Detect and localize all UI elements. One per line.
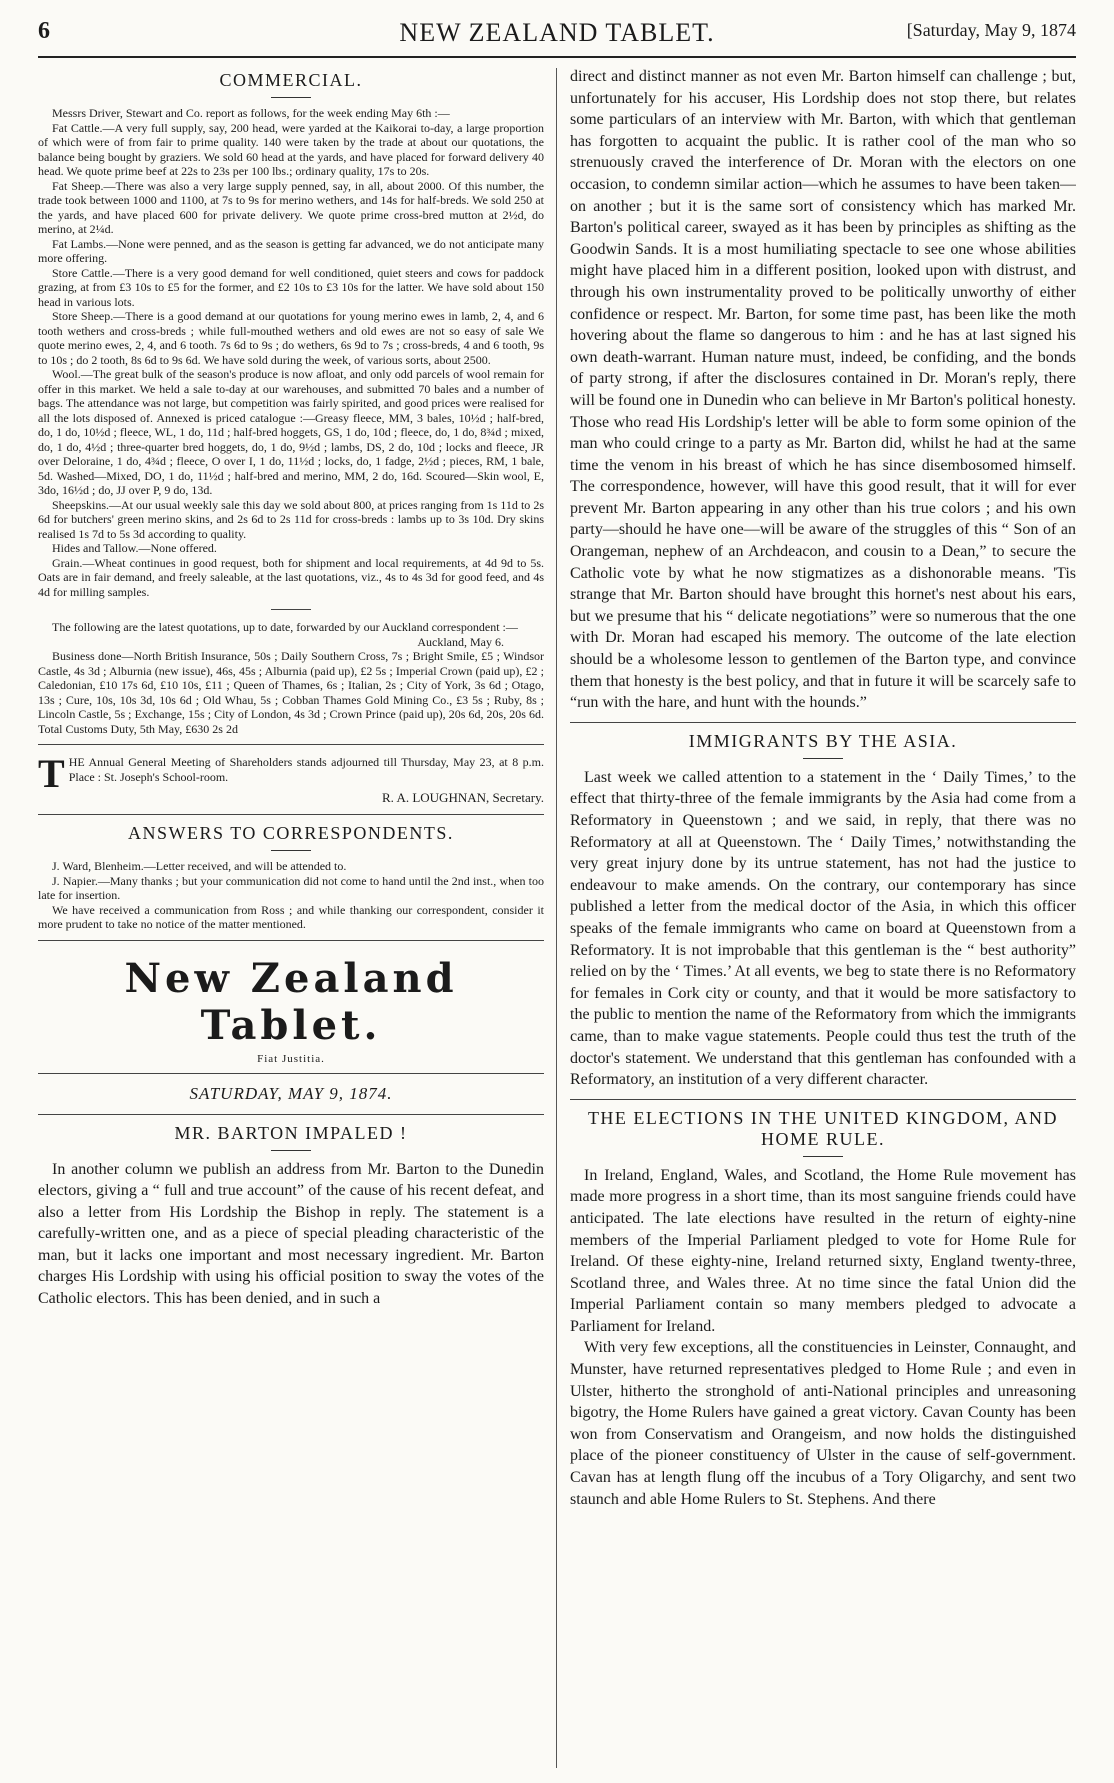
notice-text: HE Annual General Meeting of Shareholders stands adjourned till Thursday, May 23, at 8 p.m. Place : St. Joseph's School-room. [68, 755, 544, 784]
title-rule [271, 850, 311, 851]
meeting-notice [38, 751, 544, 796]
barton-title: MR. BARTON IMPALED ! [174, 1122, 408, 1143]
commercial-paragraph: Wool.—The great bulk of the season's produce is now afloat, and only odd parcels of wool remain for offer in this market. We held a sale to-day at our warehouses, and submitted 70 bales and a number of bags. The attendance was not large, but competition was fairly spirited, and good prices were realised for all the lots disposed of. Annexed is priced catalogue :—Greasy fleece, MM, 3 bales, 10½d ; half-bred, do, 1 do, 10½d ; fleece, WL, 1 do, 11d ; half-bred hoggets, GS, 1 do, 10d ; fleece, do, 1 do, 8¾d ; mixed, do, 1 do, 4½d ; three-quarter bred hoggets, do, 1 do, 9½d ; lambs, DS, 2 do, 10d ; locks and fleece, JR over Deloraine, 1 do, 4¾d ; fleece, O over I, 1 do, 11½d ; locks, do, 1 fadge, 2½d ; pieces, RM, 1 bale, 5d. Washed—Mixed, DO, 1 do, 11½d ; half-bred and merino, MM, 2 do, 16d. Scoured—Skin wool, E, 3do, 16½d ; do, JJ over P, 9 do, 13d. [38, 367, 544, 497]
title-rule [271, 1150, 311, 1151]
section-rule [570, 1099, 1076, 1100]
barton-paragraph: direct and distinct manner as not even Mr. Barton himself can challenge ; but, unfortunately for his accuser, His Lordship does not stop there, but relates some particulars of an interview with Mr. Barton, with which that gentleman has forgotten to acquaint the public. It is rather cool of the man who so strenuously craved the interference of Dr. Moran with the electors on one occasion, to condemn similar action—which he assumes to have been taken—on another ; but it is the same sort of consistency which has marked Mr. Barton's political career, swayed as it has been by principles as shifting as the Goodwin Sands. It is a most humiliating spectacle to see one whose abilities might have placed him in a different position, looked upon with distrust, and through his own instrumentality proved to be politically unworthy of either confidence or respect. Mr. Barton, for some time past, has been like the moth hovering about the flame so dangerous to him : and he has at last signed his own death-warrant. Human nature must, indeed, be confiding, and the bonds of party strong, if after the disclosures contained in Dr. Moran's reply, there will be found one in Dunedin who can believe in Mr Barton's political honesty. Those who read His Lordship's letter will be able to form some opinion of the man who could cringe to a party as Mr. Barton did, whilst he had at the same time the venom in his breast of which he has since disembosomed himself. The correspondence, however, will have this good result, that it will for ever prevent Mr. Barton appearing in any other than his true colors ; and his own party—should he have one—will be aware of the struggles of this “ Son of an Orangeman, nephew of an Archdeacon, and cousin to a Dean,” to secure the Catholic vote by what he now stigmatizes as a dishonorable means. 'Tis strange that Mr. Barton should have brought this hornet's nest about his ears, but we presume that his “ delicate negotiations” were so numerous that the one with Dr. Moran had escaped his memory. The outcome of the late election should be a wholesome lesson to gentlemen of the Barton type, and convince them that honesty is the best policy, and that in future it will be scarcely safe to “run with the hare, and hunt with the hounds.” [570, 68, 1076, 712]
barton-article-continued [570, 66, 1076, 714]
title-rule [271, 97, 311, 98]
notice-signature: R. A. LOUGHNAN, Secretary. [382, 790, 544, 805]
auckland-body: Business done—North British Insurance, 50s ; Daily Southern Cross, 7s ; Bright Smile, £5 ; Windsor Castle, 4s 3d ; Alburnia (new issue), 46s, 45s ; Alburnia (paid up), £2 5s ; Imperial Crown (paid up), £2 ; Caledonian, £10 17s 6d, £10 10s, £11 ; Queen of Thames, 6s ; Italian, 2s ; City of York, 3s 6d ; Otago, 13s ; Cure, 10s, 10s 3d, 10s 6d ; Old Whau, 5s ; Cobban Thames Gold Mining Co., £3 5s ; Ruby, 8s ; Lincoln Castle, 5s ; Exchange, 15s ; City of London, 4s 3d ; Crown Prince (paid up), 20s 6d, 20s, 20s 6d. Total Customs Duty, 5th May, £630 2s 2d [38, 649, 544, 736]
title-rule [803, 758, 843, 759]
barton-paragraph: In another column we publish an address from Mr. Barton to the Dunedin electors, giving a “ full and true account” of the cause of his recent defeat, and also a letter from His Lordship the Bishop in reply. The statement is a carefully-written one, and as a piece of special pleading characteristic of the man, but it lacks one important and most necessary ingredient. Mr. Barton charges His Lordship with using his official position to sway the votes of the Catholic electors. This has been denied, and in such a [38, 1160, 544, 1308]
masthead-title: New Zealand Tablet. [124, 954, 458, 1049]
commercial-paragraph: Fat Lambs.—None were penned, and as the season is getting far advanced, we do not anticipate many more offering. [38, 236, 544, 265]
commercial-paragraph: Grain.—Wheat continues in good request, both for shipment and local requirements, at 4d 9d to 5s. Oats are in fair demand, and freely saleable, at the last quotations, viz., 4s to 4s 3d for good feed, and 4s 4d for milling samples. [38, 555, 544, 599]
auckland-intro: The following are the latest quotations, up to date, forwarded by our Auckland correspondent :— [52, 620, 518, 634]
elections-paragraph: In Ireland, England, Wales, and Scotland, the Home Rule movement has made more progress in a short time, than its most sanguine friends could have anticipated. The late elections have resulted in the return of eighty-nine members of the Imperial Parliament pledged to vote for Home Rule for Ireland. Of these eighty-nine, Ireland returned sixty, England twenty-three, Scotland three, and Wales three. At no time since the fatal Union did the Imperial Parliament contain so many members pledged to advocate a Parliament for Ireland. [570, 1166, 1076, 1335]
auckland-quotations [38, 620, 544, 736]
barton-article-start [38, 1159, 544, 1310]
commercial-report [38, 106, 544, 599]
commercial-paragraph: Store Sheep.—There is a good demand at our quotations for young merino ewes in lamb, 2, 4, and 6 tooth wethers and cross-breds ; while full-mouthed wethers and old ewes are not so easy of sale We quote merino ewes, 2, 4, and 6 tooth. 7s 6d to 9s ; do wethers, 6s 9d to 7s ; cross-breds, 4 and 6 tooth, 9s to 10s ; do 2 tooth, 8s 6d to 9s 6d. We have sold during the week, of various sorts, about 2500. [38, 309, 544, 367]
newspaper-title: NEW ZEALAND TABLET. [399, 18, 715, 47]
commercial-paragraph: Fat Sheep.—There was also a very large supply penned, say, in all, about 2000. Of this number, the trade took between 1000 and 1100, at 7s to 9s for merino wethers, and 14s for half-breds. We sold 250 at the yards, and have placed 600 for private delivery. We quote prime cross-bred mutton at 2½d, do merino, at 2¼d. [38, 178, 544, 236]
short-divider [271, 609, 311, 610]
answers-list [38, 859, 544, 932]
commercial-title: COMMERCIAL. [219, 70, 363, 90]
auckland-dateline: Auckland, May 6. [417, 634, 504, 649]
notice-dropcap: T [38, 751, 65, 796]
answer-item: J. Ward, Blenheim.—Letter received, and will be attended to. [52, 859, 347, 873]
header-date: [Saturday, May 9, 1874 [906, 20, 1076, 40]
section-rule [38, 940, 544, 941]
commercial-paragraph: Fat Cattle.—A very full supply, say, 200 head, were yarded at the Kaikorai to-day, a large proportion of which were of from fair to prime quality. 140 were taken by the trade at about our quotations, the balance being bought by graziers. We sold 60 head at the yards, and have placed for forward delivery 40 head. We quote prime beef at 22s to 23s per 100 lbs.; ordinary quality, 17s to 20s. [38, 120, 544, 178]
column-divider [556, 68, 557, 1768]
right-column [570, 66, 1076, 1771]
answer-item: J. Napier.—Many thanks ; but your communication did not come to hand until the 2nd inst., when too late for insertion. [38, 873, 544, 902]
title-rule [803, 1156, 843, 1157]
section-rule [570, 722, 1076, 723]
immigrants-article [570, 767, 1076, 1091]
left-column [38, 66, 544, 1771]
elections-article [570, 1165, 1076, 1511]
answers-title: ANSWERS TO CORRESPONDENTS. [128, 823, 454, 843]
immigrants-title: IMMIGRANTS BY THE ASIA. [688, 730, 958, 751]
page-header [38, 18, 1076, 50]
elections-title: THE ELECTIONS IN THE UNITED KINGDOM, AND HOME RULE. [587, 1107, 1059, 1149]
masthead-motto: Fiat Justitia. [257, 1052, 325, 1065]
commercial-paragraph: Messrs Driver, Stewart and Co. report as follows, for the week ending May 6th :— [52, 106, 450, 120]
commercial-paragraph: Hides and Tallow.—None offered. [52, 541, 217, 555]
immigrants-paragraph: Last week we called attention to a statement in the ‘ Daily Times,’ to the effect that thirty-three of the female immigrants by the Asia had come from a Reformatory in Queenstown ; and we said, in reply, that there was no Reformatory at all at Queenstown. The ‘ Daily Times,’ notwithstanding the very great injury done by its untrue statement, has not had the justice to endeavour to make amends. On the contrary, our contemporary has since published a letter from the medical doctor of the Asia, in which this officer speaks of the female immigrants who came on board at Queenstown from a Reformatory. It is not improbable that this gentleman is the “ best authority” relied on by the ‘ Times.’ At all events, we beg to state there is no Reformatory for females in Cork city or county, and that it would be more satisfactory to the public to mention the name of the Reformatory from which the immigrants came, than to make vague statements. People could thus test the truth of the doctor's statement. We understand that this gentleman has confounded with a Reformatory, an institution of a very different character. [570, 768, 1076, 1089]
answer-item: We have received a communication from Ross ; and while thanking our correspondent, consider it more prudent to take no notice of the matter mentioned. [38, 902, 544, 931]
commercial-paragraph: Sheepskins.—At our usual weekly sale this day we sold about 800, at prices ranging from 1s 11d to 2s 6d for butchers' green merino skins, and 2s 6d to 2s 11d for cross-breds : lambs up to 3s 10d. Dry skins realised 1s 7d to 5s 3d according to quality. [38, 497, 544, 541]
elections-paragraph: With very few exceptions, all the constituencies in Leinster, Connaught, and Munster, have returned representatives pledged to Home Rule ; and even in Ulster, hitherto the stronghold of anti-National principles and unreasoning bigotry, the Home Rulers have gained a great victory. Cavan County has been won from Conservatism and Orangeism, and now holds the distinguished place of the pioneer constituency of Ulster in the cause of self-government. Cavan has at length flung off the incubus of a Tory Oligarchy, and sent two staunch and able Home Rulers to St. Stephens. And there [570, 1339, 1076, 1508]
header-rule [38, 56, 1076, 58]
page-number: 6 [38, 18, 50, 44]
section-rule [38, 1073, 544, 1074]
issue-date: SATURDAY, MAY 9, 1874. [189, 1083, 393, 1103]
section-rule [38, 744, 544, 745]
section-rule [38, 1114, 544, 1115]
section-rule [38, 814, 544, 815]
commercial-paragraph: Store Cattle.—There is a very good demand for well conditioned, quiet steers and cows for paddock grazing, at from £3 10s to £5 for the former, and £2 10s to £3 10s for the latter. We have sold about 150 head in various lots. [38, 265, 544, 309]
